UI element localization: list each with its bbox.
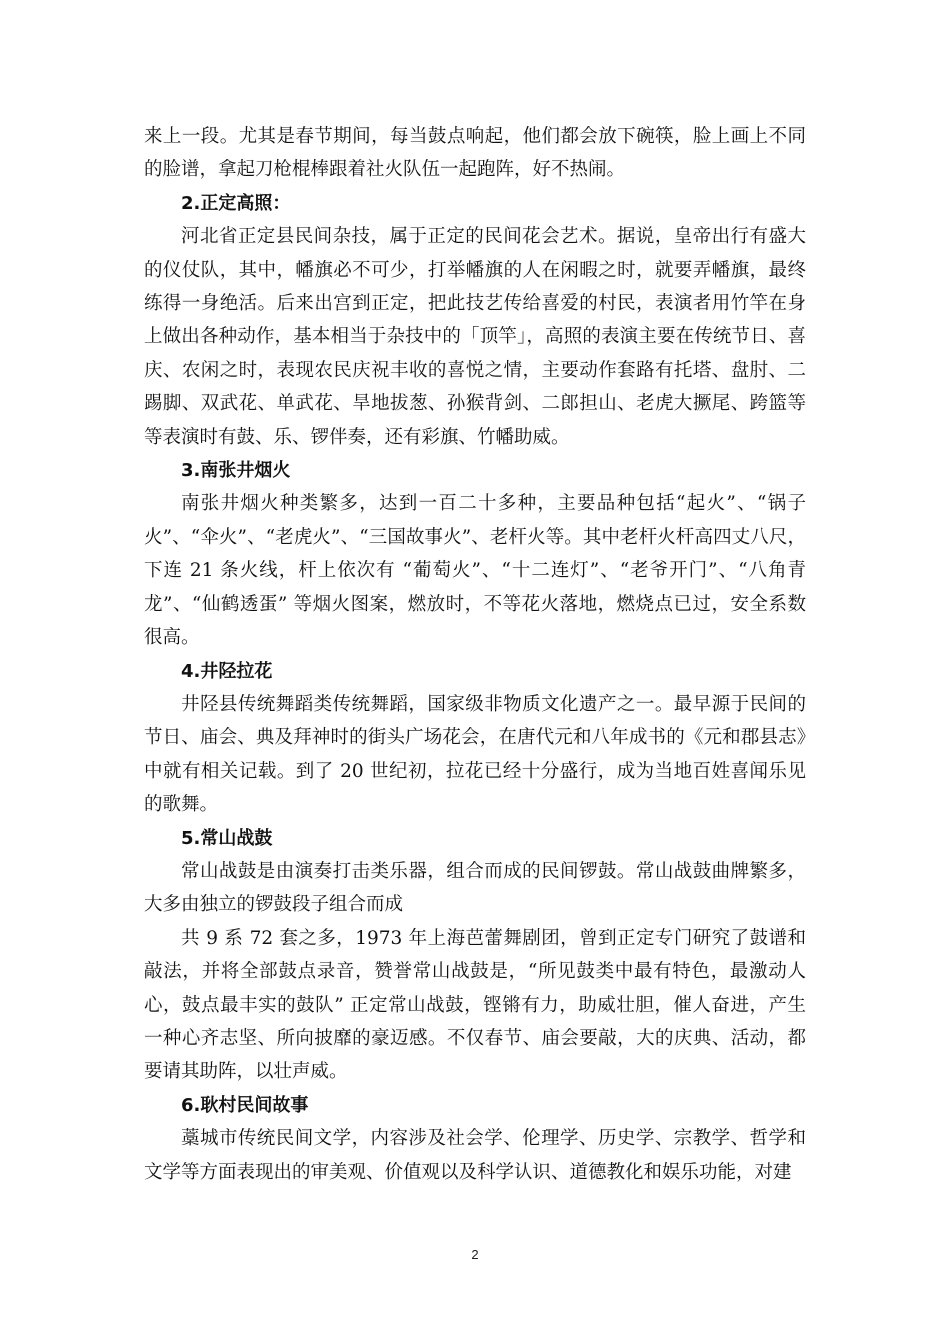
page-body — [144, 120, 806, 1189]
section-heading-changshan-drums: 5.常山战鼓 — [181, 827, 273, 849]
section-heading-jingxing-lahua: 4.井陉拉花 — [181, 660, 273, 682]
section-paragraph: 共 9 系 72 套之多，1973 年上海芭蕾舞剧团，曾到正定专门研究了鼓谱和敲法，并将全部鼓点录音，赞誉常山战鼓是，“所见鼓类中最有特色，最激动人心，鼓点最丰实的鼓队” 正定常山战鼓，铿锵有力，助威壮胆，催人奋进，产生一种心齐志坚、所向披靡的豪迈感。不仅春节、庙会要敲，大的庆典、活动，都要请其助阵，以壮声威。 — [144, 927, 806, 1083]
section-heading-gengcun-folktales: 6.耿村民间故事 — [181, 1094, 309, 1116]
continuation-paragraph: 来上一段。尤其是春节期间，每当鼓点响起，他们都会放下碗筷，脸上画上不同的脸谱，拿起刀枪棍棒跟着社火队伍一起跑阵，好不热闹。 — [144, 126, 806, 181]
page-number: 2 — [471, 1247, 479, 1262]
section-paragraph: 河北省正定县民间杂技，属于正定的民间花会艺术。据说，皇帝出行有盛大的仪仗队，其中，幡旗必不可少，打举幡旗的人在闲暇之时，就要弄幡旗，最终练得一身绝活。后来出宫到正定，把此技艺传给喜爱的村民，表演者用竹竿在身上做出各种动作，基本相当于杂技中的「顶竿」，高照的表演主要在传统节日、喜庆、农闲之时，表现农民庆祝丰收的喜悦之情，主要动作套路有托塔、盘肘、二踢脚、双武花、单武花、旱地拔葱、孙猴背剑、二郎担山、老虎大撅尾、跨篮等等表演时有鼓、乐、锣伴奏，还有彩旗、竹幡助威。 — [144, 226, 806, 448]
section-heading-nanzhangjing-fireworks: 3.南张井烟火 — [181, 460, 291, 482]
section-paragraph: 井陉县传统舞蹈类传统舞蹈，国家级非物质文化遗产之一。最早源于民间的节日、庙会、典及拜神时的街头广场花会，在唐代元和八年成书的《元和郡县志》中就有相关记载。到了 20 世纪初，拉花已经十分盛行，成为当地百姓喜闻乐见的歌舞。 — [144, 693, 806, 816]
section-paragraph: 藁城市传统民间文学，内容涉及社会学、伦理学、历史学、宗教学、哲学和文学等方面表现出的审美观、价值观以及科学认识、道德教化和娱乐功能，对建 — [144, 1128, 806, 1183]
section-heading-zhengding-gaozhao: 2.正定高照： — [181, 192, 291, 214]
section-paragraph: 常山战鼓是由演奏打击类乐器，组合而成的民间锣鼓。常山战鼓曲牌繁多，大多由独立的锣鼓段子组合而成 — [144, 860, 806, 916]
section-paragraph: 南张井烟火种类繁多，达到一百二十多种，主要品种包括“起火”、“锅子火”、“伞火”、“老虎火”、“三国故事火”、老杆火等。其中老杆火杆高四丈八尺，下连 21 条火线，杆上依次有 “葡萄火”、“十二连灯”、“老爷开门”、“八角青龙”、“仙鹤透蛋” 等烟火图案，燃放时，不等花火落地，燃烧点已过，安全系数很高。 — [144, 493, 806, 649]
